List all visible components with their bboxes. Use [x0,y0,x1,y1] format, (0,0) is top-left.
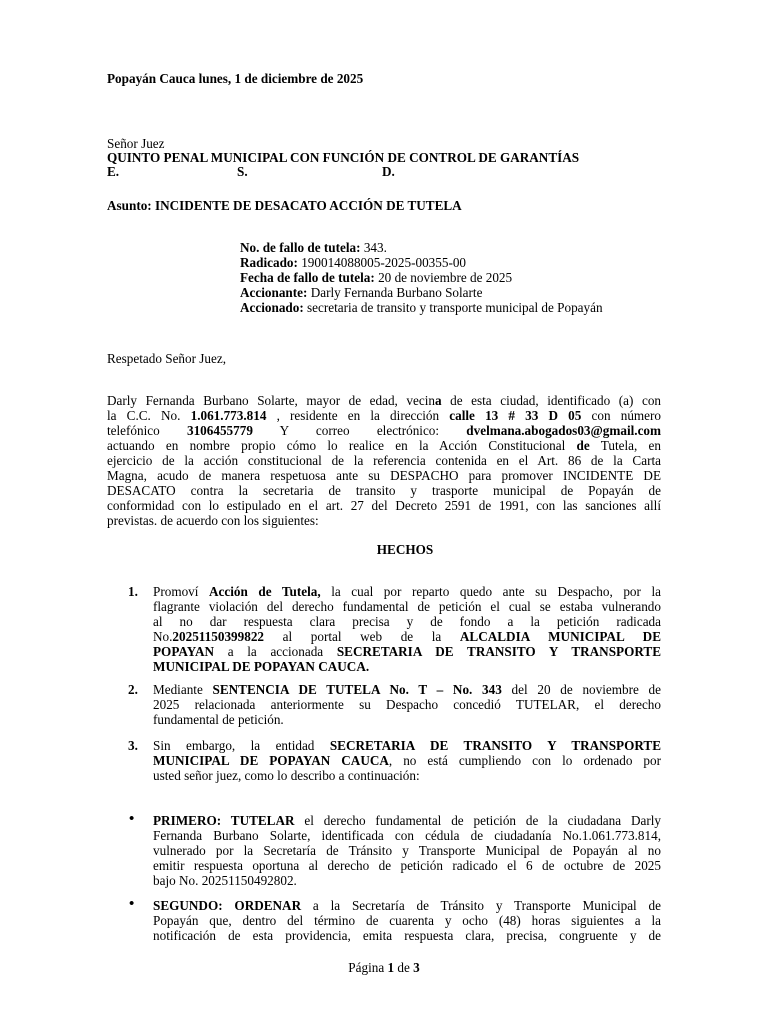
intro-line: Magna, acudo de manera respetuosa ante su DESPACHO para promover INCIDENTE DE [107,468,661,483]
current-page-number: 1 [387,960,395,975]
subject-label: Asunto: [107,198,152,213]
email-address: dvelmana.abogados03@gmail.com [466,423,661,438]
order-primero: PRIMERO: TUTELAR el derecho fundamental de petición de la ciudadana Darly Fernanda Burbano Solarte, identificada con cédula de ciudadanía No.1.061.773.814, vulnerado por la Secretaría de Tránsito y Transporte Municipal de Popayán al no emitir respuesta oportuna al derecho de petición radicado el 6 de octubre de 2025 bajo No. 20251150492802. [153,813,661,888]
intro-line: actuando en nombre propio cómo lo realice en la Acción Constitucional de Tutela, en [107,438,661,453]
case-row: Accionante: Darly Fernanda Burbano Solarte [240,285,483,300]
d-letter: D. [382,164,395,179]
intro-line: Darly Fernanda Burbano Solarte, mayor de edad, vecina de esta ciudad, identificado (a) con [107,393,662,408]
court-name: QUINTO PENAL MUNICIPAL CON FUNCIÓN DE CONTROL DE GARANTÍAS [107,150,580,165]
subject-line [107,198,462,213]
greeting: Respetado Señor Juez, [107,351,227,366]
item-number: 2. [128,682,138,697]
intro-line: previstas. de acuerdo con los siguientes: [107,513,319,528]
page-footer: Página 1 de 3 [348,960,420,975]
subject-value: INCIDENTE DE DESACATO ACCIÓN DE TUTELA [155,198,462,213]
intro-line: ejercicio de la acción constitucional de la referencia contenida en el Art. 86 de la Carta [107,453,661,468]
hecho-item-1: Promoví Acción de Tutela, la cual por reparto quedo ante su Despacho, por la flagrante violación del derecho fundamental de petición el cual se estaba vulnerando al no dar respuesta clara precisa y de fondo a la petición radicada No.20251150399822 al portal web de la ALCALDIA MUNICIPAL DE POPAYAN a la accionada SECRETARIA DE TRANSITO Y TRANSPORTE MUNICIPAL DE POPAYAN CAUCA. [153,584,661,674]
intro-line: DESACATO contra la secretaria de transito y trasporte municipal de Popayán de [107,483,661,498]
case-row: Accionado: secretaria de transito y transporte municipal de Popayán [240,300,603,315]
section-title-hechos: HECHOS [376,542,434,557]
hecho-item-2: Mediante SENTENCIA DE TUTELA No. T – No. 343 del 20 de noviembre de 2025 relacionada anteriormente su Despacho concedió TUTELAR, el derecho fundamental de petición. [153,682,661,727]
bullet-icon: • [129,811,135,827]
item-number: 1. [128,584,138,599]
bullet-icon: • [129,896,135,912]
case-row: Fecha de fallo de tutela: 20 de noviembre de 2025 [240,270,513,285]
hecho-item-3: Sin embargo, la entidad SECRETARIA DE TRANSITO Y TRANSPORTE MUNICIPAL DE POPAYAN CAUCA, no está cumpliendo con lo ordenado por usted señor juez, como lo describo a continuación: [153,738,661,783]
date-line: Popayán Cauca lunes, 1 de diciembre de 2025 [107,71,364,86]
s-letter: S. [237,164,248,179]
case-row: No. de fallo de tutela: 343. [240,240,387,255]
case-block [240,240,603,315]
item-number: 3. [128,738,138,753]
total-pages-number: 3 [413,960,420,975]
intro-line: conformidad con lo estipulado en el art. 27 del Decreto 2591 de 1991, con las sanciones allí [107,498,661,513]
intro-line: la C.C. No. 1.061.773.814 , residente en la dirección calle 13 # 33 D 05 con número [107,408,662,423]
recipient-salutation: Señor Juez [107,136,165,151]
intro-line: telefónico 3106455779 Y correo electrónico: dvelmana.abogados03@gmail.com [107,423,661,438]
intro-paragraph [107,393,661,528]
order-segundo: SEGUNDO: ORDENAR a la Secretaría de Tránsito y Transporte Municipal de Popayán que, dentro del término de cuarenta y ocho (48) horas siguientes a la notificación de esta providencia, emita respuesta clara, precisa, congruente y de [153,898,661,943]
case-row: Radicado: 190014088005-2025-00355-00 [240,255,467,270]
e-letter: E. [107,164,120,179]
